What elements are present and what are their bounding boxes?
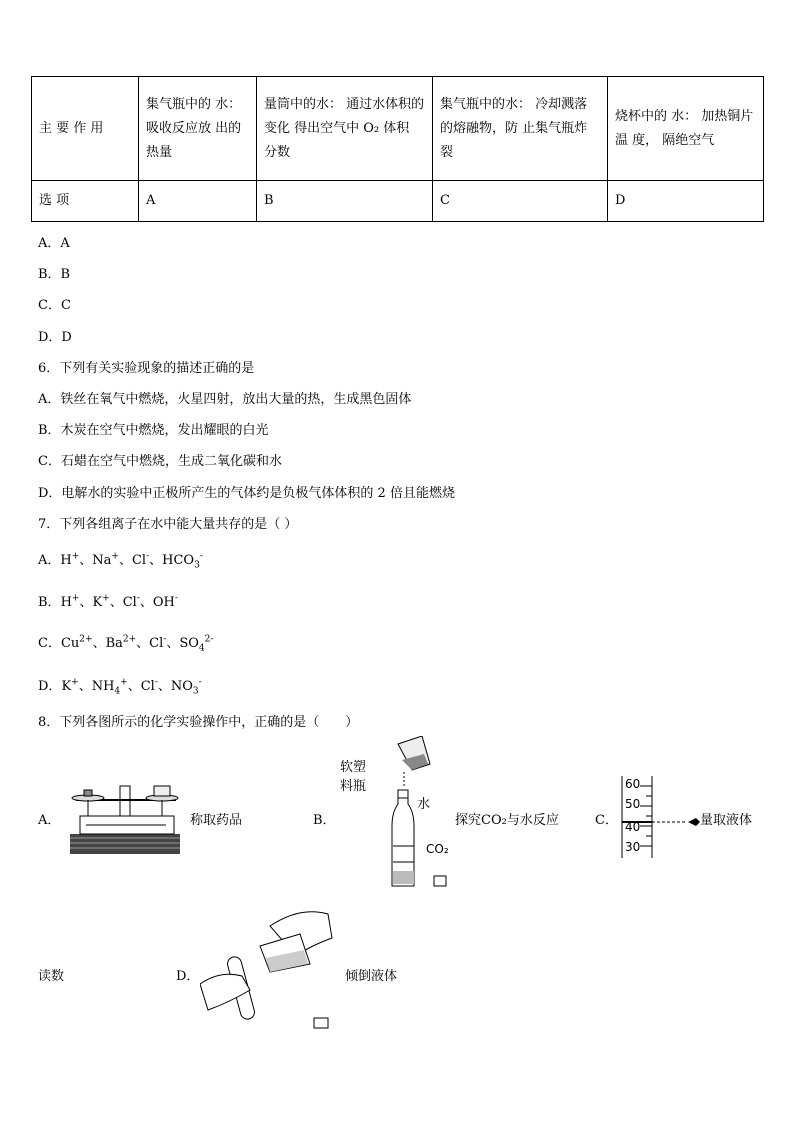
q8-option-b-caption: 探究CO₂与水反应 bbox=[455, 813, 559, 828]
option-letter: C． bbox=[38, 636, 61, 651]
table-cell: 集气瓶中的水： 冷却溅落的熔融物，防 止集气瓶炸裂 bbox=[433, 77, 608, 181]
table-cell: 集气瓶中的 水：吸收反应放 出的热量 bbox=[139, 77, 257, 181]
co2-label: CO₂ bbox=[426, 842, 449, 856]
q5-option-b[interactable]: B．B bbox=[38, 267, 71, 282]
q5-table bbox=[31, 76, 764, 222]
q6-option-c[interactable]: C．石蜡在空气中燃烧，生成二氧化碳和水 bbox=[38, 454, 282, 469]
table-row bbox=[32, 77, 764, 181]
table-cell: A bbox=[139, 181, 257, 222]
table-header-cell: 选 项 bbox=[32, 181, 139, 222]
tick-label: 60 bbox=[625, 777, 641, 791]
tick-label: 50 bbox=[625, 797, 641, 811]
q6-option-d[interactable]: D．电解水的实验中正极所产生的气体约是负极气体体积的 2 倍且能燃烧 bbox=[38, 486, 455, 501]
q5-option-d[interactable]: D．D bbox=[38, 330, 72, 345]
q7-option-c[interactable]: C．$Cu^{2+}$、$Ba^{2+}$、Cl-、$SO_4^{2-}$ bbox=[38, 634, 214, 654]
q5-option-a[interactable]: A．A bbox=[38, 236, 70, 251]
q5-option-c[interactable]: C．C bbox=[38, 298, 71, 313]
table-cell: D bbox=[608, 181, 764, 222]
q7-option-a[interactable]: A．H+、Na+、Cl-、$HCO_3^-$ bbox=[38, 551, 203, 571]
q8-option-a-letter[interactable]: A． bbox=[38, 813, 61, 828]
balance-scale-icon bbox=[66, 772, 184, 856]
plastic-bottle-icon bbox=[366, 736, 452, 892]
q8-option-b-letter[interactable]: B． bbox=[313, 813, 336, 828]
option-letter: D． bbox=[38, 679, 62, 694]
q8-option-d-letter[interactable]: D． bbox=[176, 969, 200, 984]
q8-stem: 8．下列各图所示的化学实验操作中，正确的是（ ） bbox=[38, 715, 359, 730]
table-cell: B bbox=[257, 181, 433, 222]
option-letter: A． bbox=[38, 553, 61, 568]
q6-stem: 6．下列有关实验现象的描述正确的是 bbox=[38, 361, 255, 376]
table-header-cell: 主 要 作 用 bbox=[32, 77, 139, 181]
q7-stem: 7．下列各组离子在水中能大量共存的是（ ） bbox=[38, 517, 298, 532]
tick-label: 30 bbox=[625, 840, 641, 854]
q8-option-d-caption: 倾倒液体 bbox=[345, 969, 398, 984]
q8-option-a-caption: 称取药品 bbox=[190, 813, 243, 828]
table-row bbox=[32, 181, 764, 222]
q8-option-c-caption-continued: 读数 bbox=[38, 969, 65, 984]
table-cell: C bbox=[433, 181, 608, 222]
tick-label: 40 bbox=[625, 820, 641, 834]
q8-option-c-letter[interactable]: C． bbox=[595, 813, 618, 828]
q6-option-a[interactable]: A．铁丝在氧气中燃烧，火星四射，放出大量的热，生成黑色固体 bbox=[38, 392, 412, 407]
bottle-label: 软塑料瓶 bbox=[340, 760, 367, 794]
option-letter: B． bbox=[38, 595, 61, 610]
table-cell: 烧杯中的 水： 加热铜片温 度， 隔绝空气 bbox=[608, 77, 764, 181]
pouring-liquid-icon bbox=[200, 906, 336, 1034]
q6-option-b[interactable]: B．木炭在空气中燃烧，发出耀眼的白光 bbox=[38, 423, 269, 438]
q7-option-b[interactable]: B．H+、K+、Cl-、OH- bbox=[38, 593, 178, 610]
water-label: 水 bbox=[417, 797, 431, 812]
table-cell: 量筒中的水： 通过水体积的变化 得出空气中 O₂ 体积 分数 bbox=[257, 77, 433, 181]
q7-option-d[interactable]: D．K+、$NH_4^+$、Cl-、$NO_3^-$ bbox=[38, 677, 202, 697]
q8-option-c-caption: 量取液体 bbox=[700, 813, 753, 828]
